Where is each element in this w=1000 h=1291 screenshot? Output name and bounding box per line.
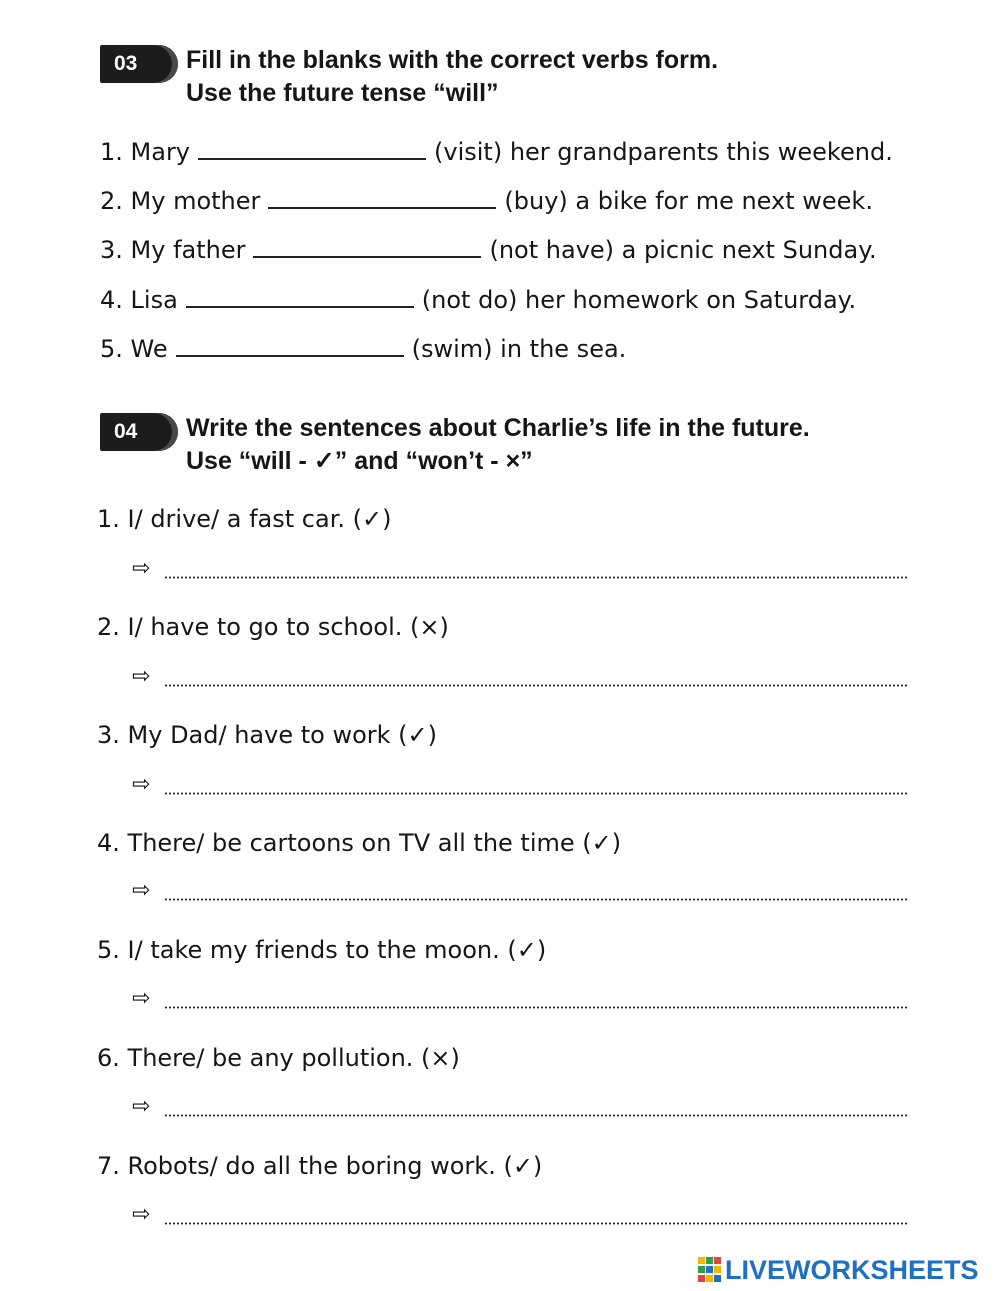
sentence-prompt: 1. I/ drive/ a fast car. (✓) — [97, 505, 392, 533]
exercise-number-badge: 04 — [100, 413, 178, 451]
fill-item-prefix: 4. Lisa — [100, 286, 178, 314]
dotted-answer-line — [164, 898, 907, 901]
dotted-answer-line — [164, 1222, 907, 1225]
fill-item-suffix: (swim) in the sea. — [411, 335, 627, 363]
answer-line[interactable] — [132, 1201, 907, 1229]
answer-line[interactable] — [132, 663, 907, 691]
fill-item — [100, 224, 877, 264]
fill-item-prefix: 3. My father — [100, 236, 246, 264]
arrow-right-icon: ⇨ — [132, 878, 151, 903]
fill-item-prefix: 5. We — [100, 335, 168, 363]
fill-item-suffix: (buy) a bike for me next week. — [504, 187, 873, 215]
fill-item-prefix: 2. My mother — [100, 187, 261, 215]
dotted-answer-line — [164, 684, 907, 687]
answer-blank[interactable] — [268, 205, 496, 209]
sentence-prompt: 7. Robots/ do all the boring work. (✓) — [97, 1152, 543, 1180]
fill-item — [100, 175, 873, 215]
arrow-right-icon: ⇨ — [132, 1202, 151, 1227]
fill-item-suffix: (visit) her grandparents this weekend. — [434, 138, 893, 166]
arrow-right-icon: ⇨ — [132, 1094, 151, 1119]
answer-line[interactable] — [132, 877, 907, 905]
answer-line[interactable] — [132, 985, 907, 1013]
arrow-right-icon: ⇨ — [132, 556, 151, 581]
exercise-title: Write the sentences about Charlie’s life in the future. — [186, 414, 810, 442]
sentence-prompt: 5. I/ take my friends to the moon. (✓) — [97, 936, 547, 964]
dotted-answer-line — [164, 1114, 907, 1117]
answer-line[interactable] — [132, 555, 907, 583]
fill-item-suffix: (not have) a picnic next Sunday. — [489, 236, 877, 264]
fill-item — [100, 323, 626, 363]
answer-line[interactable] — [132, 1093, 907, 1121]
exercise-title: Fill in the blanks with the correct verbs form. — [186, 46, 719, 74]
brand-name: LIVEWORKSHEETS — [725, 1254, 979, 1285]
liveworksheets-brand[interactable] — [698, 1253, 979, 1287]
liveworksheets-logo-icon — [698, 1257, 722, 1283]
fill-item-suffix: (not do) her homework on Saturday. — [421, 286, 857, 314]
arrow-right-icon: ⇨ — [132, 664, 151, 689]
sentence-prompt: 4. There/ be cartoons on TV all the time (✓) — [97, 829, 622, 857]
answer-blank[interactable] — [198, 156, 426, 160]
exercise-subtitle: Use “will - ✓” and “won’t - ×” — [186, 447, 533, 475]
arrow-right-icon: ⇨ — [132, 772, 151, 797]
fill-item — [100, 126, 893, 166]
sentence-prompt: 2. I/ have to go to school. (×) — [97, 613, 449, 641]
exercise-number-badge: 03 — [100, 45, 178, 83]
answer-line[interactable] — [132, 771, 907, 799]
sentence-prompt: 6. There/ be any pollution. (×) — [97, 1044, 460, 1072]
arrow-right-icon: ⇨ — [132, 986, 151, 1011]
fill-item-prefix: 1. Mary — [100, 138, 191, 166]
exercise-subtitle: Use the future tense “will” — [186, 79, 499, 107]
answer-blank[interactable] — [176, 353, 404, 357]
dotted-answer-line — [164, 792, 907, 795]
dotted-answer-line — [164, 576, 907, 579]
exercise-instructions — [186, 412, 810, 478]
exercise-instructions — [186, 44, 718, 110]
answer-blank[interactable] — [253, 254, 481, 258]
sentence-prompt: 3. My Dad/ have to work (✓) — [97, 721, 437, 749]
fill-item — [100, 274, 856, 314]
dotted-answer-line — [164, 1006, 907, 1009]
answer-blank[interactable] — [186, 304, 414, 308]
